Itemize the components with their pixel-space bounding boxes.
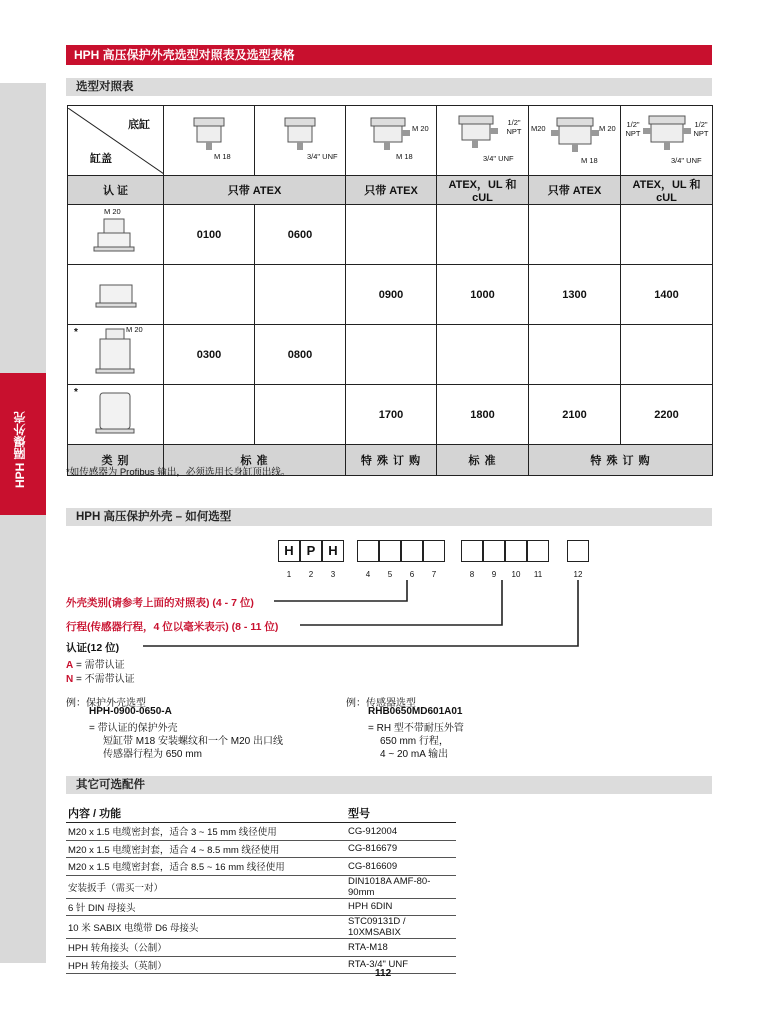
section-title-how-to-order: HPH 高压保护外壳 – 如何选型 — [66, 508, 712, 526]
accessory-model: CG-912004 — [346, 823, 456, 841]
example2-code: RHB0650MD601A01 — [368, 706, 463, 717]
code-cell: 1700 — [346, 385, 437, 445]
code-cell: 1300 — [529, 265, 621, 325]
category-cell: 标 准 — [437, 445, 529, 476]
accessory-model: HPH 6DIN — [346, 898, 456, 916]
position-number: 7 — [431, 570, 437, 579]
table-row — [66, 840, 456, 858]
code-cell: 1400 — [621, 265, 713, 325]
cert-cell: ATEX，UL 和 cUL — [437, 176, 529, 205]
accessory-model: CG-816679 — [346, 840, 456, 858]
col-label: M 18 — [581, 156, 598, 165]
col-label: 3/4" UNF — [483, 154, 514, 163]
code-box-letter: H — [322, 540, 344, 562]
position-number: 9 — [491, 570, 497, 579]
accessories-header-model: 型号 — [346, 804, 456, 823]
position-number: 12 — [573, 570, 583, 579]
example1-line: = 带认证的保护外壳 — [89, 723, 178, 734]
code-cell: 0600 — [255, 205, 346, 265]
col-label: 1/2" NPT — [506, 118, 522, 136]
category-cell: 标 准 — [164, 445, 346, 476]
accessory-desc: 6 针 DIN 母接头 — [66, 898, 346, 916]
legend-certification: 认证(12 位) — [66, 642, 120, 654]
example2-line: 650 mm 行程， — [380, 736, 449, 747]
cert-cell: 只带 ATEX — [164, 176, 346, 205]
example1-line: 短缸带 M18 安装螺纹和一个 M20 出口线 — [103, 736, 284, 747]
example1-line: 传感器行程为 650 mm — [103, 749, 202, 760]
example1-title: 例：保护外壳选型 — [66, 698, 146, 709]
position-number: 2 — [308, 570, 314, 579]
category-cell: 特 殊 订 购 — [346, 445, 437, 476]
table-row — [66, 898, 456, 916]
code-cell: 0300 — [164, 325, 255, 385]
page-number: 112 — [375, 968, 392, 979]
col-label: 3/4" UNF — [307, 152, 338, 161]
option-a-key: A — [66, 660, 74, 671]
option-n — [66, 670, 135, 685]
accessories-header-function: 内容 / 功能 — [66, 804, 346, 823]
example2-line: 4 ~ 20 mA 输出 — [380, 749, 449, 760]
corner-top-label: 底缸 — [128, 118, 150, 131]
table-row — [66, 956, 456, 974]
accessory-desc: M20 x 1.5 电缆密封套，适合 3 ~ 15 mm 线径使用 — [66, 823, 346, 841]
table-row — [66, 823, 456, 841]
row-label: M 20 — [126, 325, 143, 334]
position-number: 8 — [469, 570, 475, 579]
legend-housing-type: 外壳类别(请参考上面的对照表) (4 - 7 位) — [66, 597, 254, 609]
col-label: 3/4" UNF — [671, 156, 702, 165]
table-row — [66, 939, 456, 957]
corner-bottom-label: 缸盖 — [90, 152, 112, 165]
accessory-desc: HPH 转角接头（公制） — [66, 939, 346, 957]
option-a — [66, 656, 125, 671]
accessory-model: RTA-M18 — [346, 939, 456, 957]
accessory-desc: M20 x 1.5 电缆密封套，适合 4 ~ 8.5 mm 线径使用 — [66, 840, 346, 858]
cert-cell: ATEX，UL 和 cUL — [621, 176, 713, 205]
accessory-model: DIN1018A AMF-80-90mm — [346, 875, 456, 898]
example2-line: = RH 型不带耐压外管 — [368, 723, 464, 734]
row-star: * — [74, 387, 78, 398]
accessory-desc: M20 x 1.5 电缆密封套，适合 8.5 ~ 16 mm 线径使用 — [66, 858, 346, 876]
legend-stroke: 行程(传感器行程，4 位以毫米表示) (8 - 11 位) — [66, 621, 279, 633]
cert-cell: 只带 ATEX — [529, 176, 621, 205]
code-cell: 1000 — [437, 265, 529, 325]
position-number: 3 — [330, 570, 336, 579]
col-label: 1/2" NPT — [625, 120, 641, 138]
code-box-letter: P — [300, 540, 322, 562]
col-label: M 20 — [599, 124, 616, 133]
position-number: 10 — [511, 570, 521, 579]
option-n-text: = 不需带认证 — [73, 674, 135, 685]
position-number: 11 — [533, 570, 543, 579]
example2-title: 例：传感器选型 — [346, 698, 416, 709]
col-label: M 18 — [214, 152, 231, 161]
accessory-desc: 10 米 SABIX 电缆带 D6 母接头 — [66, 916, 346, 939]
code-cell: 0800 — [255, 325, 346, 385]
col-label: M 20 — [412, 124, 429, 133]
row-star: * — [74, 327, 78, 338]
accessory-model: STC09131D / 10XMSABIX — [346, 916, 456, 939]
col-label: 1/2" NPT — [693, 120, 709, 138]
footnote: *如传感器为 Profibus 输出，必须选用长身缸顶出线。 — [66, 467, 291, 478]
category-label: 类 别 — [68, 445, 164, 476]
category-cell: 特 殊 订 购 — [529, 445, 713, 476]
option-a-text: = 需带认证 — [73, 660, 125, 671]
code-cell: 0900 — [346, 265, 437, 325]
col-label: M20 — [531, 124, 546, 133]
code-cell: 2100 — [529, 385, 621, 445]
section-title-accessories: 其它可选配件 — [66, 776, 712, 794]
code-cell: 2200 — [621, 385, 713, 445]
row-label: M 20 — [104, 207, 121, 216]
position-number: 4 — [365, 570, 371, 579]
position-number: 6 — [409, 570, 415, 579]
cert-cell: 只带 ATEX — [346, 176, 437, 205]
accessory-model: CG-816609 — [346, 858, 456, 876]
code-cell: 0100 — [164, 205, 255, 265]
accessory-model: RTA-3/4" UNF — [346, 956, 456, 974]
code-cell: 1800 — [437, 385, 529, 445]
code-box-letter: H — [278, 540, 300, 562]
sidebar-tab-label: HPH 隔爆外壳 — [13, 411, 27, 489]
accessory-desc: HPH 转角接头（英制） — [66, 956, 346, 974]
col-label: M 18 — [396, 152, 413, 161]
position-number: 1 — [286, 570, 292, 579]
example1-code: HPH-0900-0650-A — [89, 706, 172, 717]
section-title-comparison: 选型对照表 — [66, 78, 712, 96]
page-title: HPH 高压保护外壳选型对照表及选型表格 — [66, 45, 712, 65]
position-number: 5 — [387, 570, 393, 579]
accessories-table — [66, 804, 456, 974]
accessory-desc: 安装扳手（需买一对） — [66, 875, 346, 898]
table-row — [66, 875, 456, 898]
cert-label: 认 证 — [68, 176, 164, 205]
table-row — [66, 858, 456, 876]
option-n-key: N — [66, 674, 74, 685]
table-row — [66, 916, 456, 939]
